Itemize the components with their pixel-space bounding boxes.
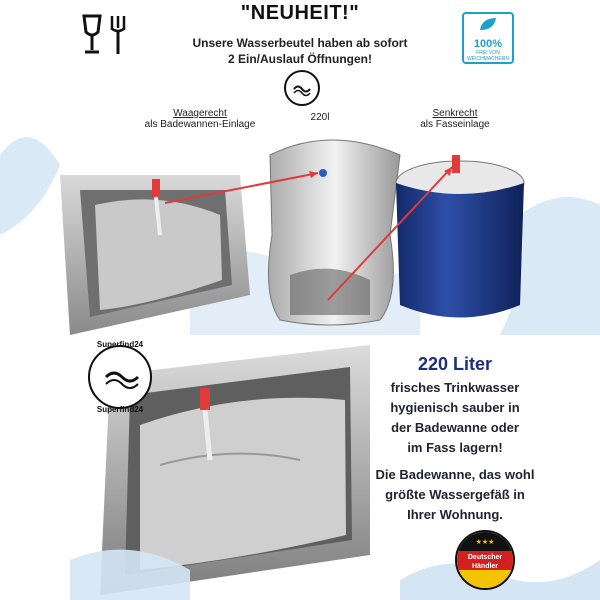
leaf-icon <box>464 14 512 34</box>
german-line-2: Händler <box>471 563 499 570</box>
subtitle-line-2: 2 Ein/Auslauf Öffnungen! <box>228 52 372 66</box>
label-vertical-title: Senkrecht <box>432 108 478 119</box>
star-icons: ★★★ <box>475 539 495 546</box>
wave-icon-large <box>90 347 150 407</box>
label-horizontal-sub: als Badewannen-Einlage <box>144 119 256 130</box>
promo-line-3: der Badewanne oder <box>391 420 519 435</box>
brand-logo-text-bottom: Superfind24 <box>96 405 144 414</box>
brand-logo-text-top: Superfind24 <box>96 340 144 349</box>
promo-block-2 <box>355 465 555 525</box>
label-volume: 220l <box>310 112 330 123</box>
promo2-line-3: Ihrer Wohnung. <box>407 507 503 522</box>
label-horizontal <box>140 108 260 130</box>
badge-sub-1: FREI VON <box>476 50 500 56</box>
promo-line-2: hygienisch sauber in <box>390 400 520 415</box>
promo-line-1: frisches Trinkwasser <box>390 380 520 395</box>
label-vertical-sub: als Fasseinlage <box>420 119 490 130</box>
page-title: "NEUHEIT!" <box>240 2 360 24</box>
german-line-1: Deutscher <box>467 554 503 561</box>
promo2-line-2: größte Wassergefäß in <box>385 487 525 502</box>
promo-headline: 220 Liter <box>417 354 493 374</box>
food-safe-icon <box>78 12 130 58</box>
badge-sub-2: WEICHMACHERN <box>467 56 509 62</box>
promo-line-4: im Fass lagern! <box>407 440 503 455</box>
subtitle-line-1: Unsere Wasserbeutel haben ab sofort <box>192 36 408 50</box>
german-dealer-badge <box>455 530 515 590</box>
brand-logo-large <box>88 345 152 409</box>
badge-percent: 100% <box>473 38 503 50</box>
label-vertical <box>400 108 510 130</box>
plasticizer-free-badge <box>462 12 514 64</box>
promo2-line-1: Die Badewanne, das wohl <box>375 467 535 482</box>
label-horizontal-title: Waagerecht <box>173 108 227 119</box>
upper-scene <box>0 95 600 340</box>
promo-block-1 <box>360 378 550 458</box>
